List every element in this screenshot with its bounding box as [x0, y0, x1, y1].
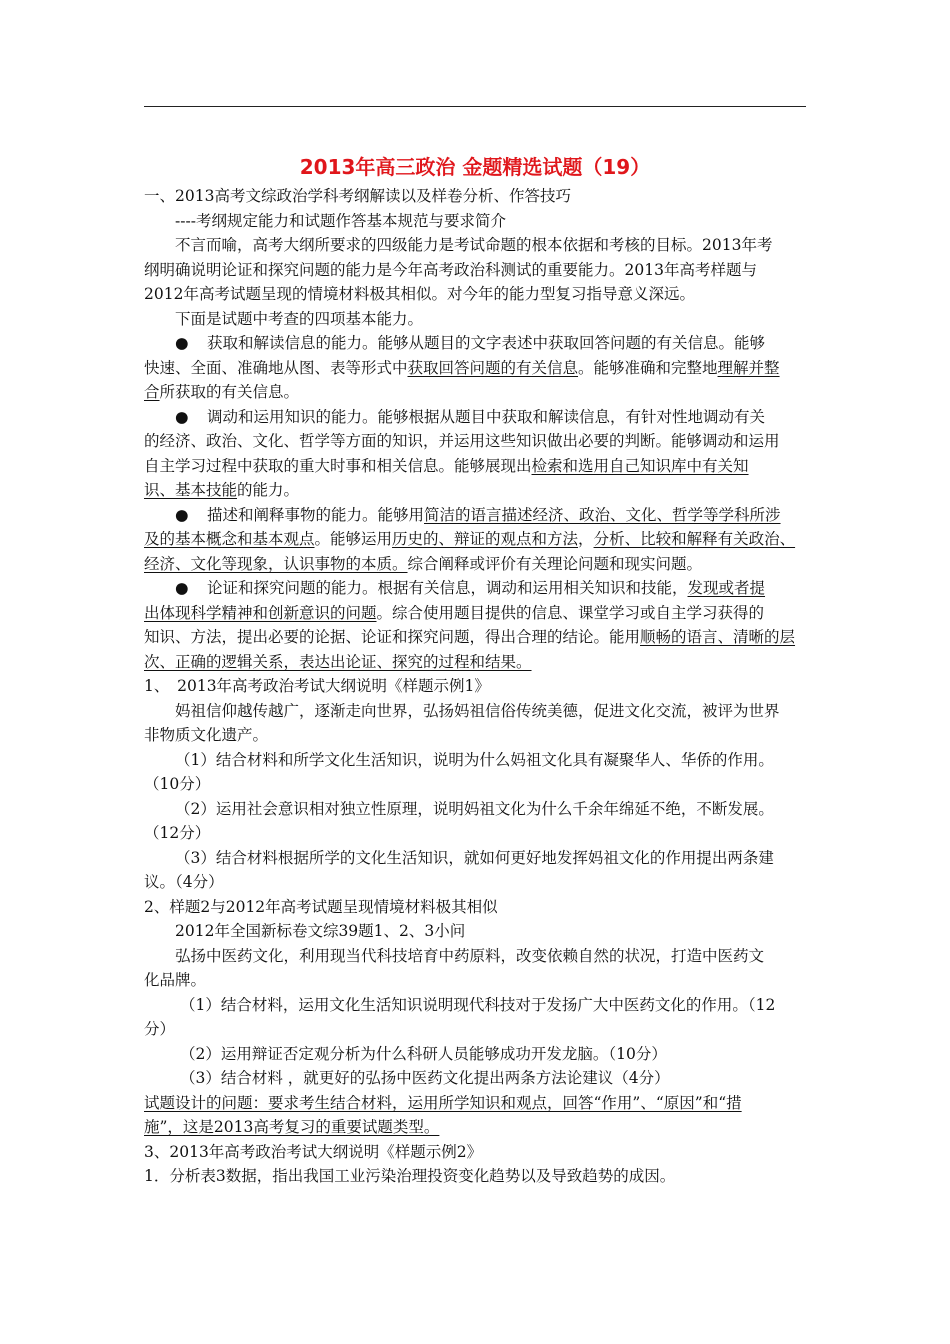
underlined-text: 出体现科学精神和创新意识的问题 [144, 603, 377, 622]
underlined-text: 次、正确的逻辑关系，表达出论证、探究的过程和结果。 [144, 652, 532, 671]
underlined-text: 识、基本技能 [144, 481, 238, 499]
paragraph-line [144, 1091, 806, 1116]
document-page [144, 150, 806, 1189]
page-title: 2013年高三政治 金题精选试题（19） [299, 155, 651, 179]
paragraph-line [144, 1115, 806, 1140]
question-line: （12分） [144, 824, 211, 842]
underlined-text: 发现或者提 [687, 579, 766, 597]
underlined-text: 检索和选用自己知识库中有关知 [531, 456, 749, 475]
bullet-item: ● 调动和运用知识的能力。能够根据从题目中获取和解读信息，有针对性地调动有关 [144, 405, 806, 430]
bullet-icon: ● [175, 505, 189, 524]
underlined-text: 简洁的语言描述经济、政治、文化、哲学等学科所涉 [424, 505, 781, 524]
question-line: （1）结合材料和所学文化生活知识，说明为什么妈祖文化具有凝聚华人、华侨的作用。 [175, 750, 774, 769]
underlined-text: 经济、文化等现象，认识事物的本质。 [144, 554, 408, 573]
paragraph-line: 知识、方法，提出必要的论据、论证和探究问题，得出合理的结论。能用顺畅的语言、清晰的层 [144, 628, 796, 646]
paragraph-line: 妈祖信仰越传越广，逐渐走向世界，弘扬妈祖信俗传统美德，促进文化交流，被评为世界 [175, 701, 780, 720]
question-line: （1）结合材料，运用文化生活知识说明现代科技对于发扬广大中医药文化的作用。（12 [180, 995, 776, 1014]
paragraph-line: 及的基本概念和基本观点。能够运用历史的、辩证的观点和方法，分析、比较和解释有关政治、 [144, 530, 796, 548]
paragraph-line: 的经济、政治、文化、哲学等方面的知识，并运用这些知识做出必要的判断。能够调动和运用 [144, 432, 780, 450]
question-line: 分） [144, 1020, 176, 1038]
header-rule [144, 106, 806, 107]
bullet-icon: ● [175, 407, 189, 426]
paragraph-line: 纲明确说明论证和探究问题的能力是今年高考政治科测试的重要能力。2013年高考样题与 [144, 260, 757, 279]
paragraph-line [144, 650, 806, 675]
paragraph-line: 下面是试题中考查的四项基本能力。 [175, 309, 424, 328]
underlined-text: 及的基本概念和基本观点 [144, 530, 315, 548]
section-subheading: ----考纲规定能力和试题作答基本规范与要求简介 [175, 211, 506, 230]
bullet-item: ● 获取和解读信息的能力。能够从题目的文字表述中获取回答问题的有关信息。能够 [144, 331, 806, 356]
paragraph-line: 2012年全国新标卷文综39题1、2、3小问 [175, 922, 466, 940]
paragraph-line: 化品牌。 [144, 971, 207, 989]
underlined-text: 试题设计的问题：要求考生结合材料，运用所学知识和观点，回答“作用”、“原因”和“措 [144, 1093, 742, 1112]
question-line: （10分） [144, 775, 211, 793]
underlined-text: 分析、比较和解释有关政治、 [593, 530, 796, 548]
paragraph-line: 识、基本技能的能力。 [144, 481, 300, 499]
paragraph-line: 非物质文化遗产。 [144, 726, 269, 744]
bullet-item: ● 论证和探究问题的能力。根据有关信息，调动和运用相关知识和技能，发现或者提 [144, 576, 806, 601]
underlined-text: 获取回答问题的有关信息 [407, 358, 579, 377]
question-line: 议。（4分） [144, 873, 224, 891]
paragraph-line: 弘扬中医药文化，利用现当代科技培育中药原料，改变依赖自然的状况，打造中医药文 [175, 946, 765, 965]
paragraph-line: 出体现科学精神和创新意识的问题。综合使用题目提供的信息、课堂学习或自主学习获得的 [144, 603, 765, 622]
question-line: （3）结合材料根据所学的文化生活知识，就如何更好地发挥妈祖文化的作用提出两条建 [175, 848, 774, 867]
item-heading: 1、 2013年高考政治考试大纲说明《样题示例1》 [144, 677, 490, 695]
underlined-text: 历史的、辩证的观点和方法 [392, 530, 579, 548]
section-heading: 一、2013高考文综政治学科考纲解读以及样卷分析、作答技巧 [144, 187, 571, 205]
item-heading: 2、样题2与2012年高考试题呈现情境材料极其相似 [144, 897, 498, 916]
item-heading: 3、2013年高考政治考试大纲说明《样题示例2》 [144, 1142, 483, 1161]
underlined-text: 顺畅的语言、清晰的层 [640, 628, 796, 646]
underlined-text: 合 [144, 383, 160, 401]
paragraph-line: 自主学习过程中获取的重大时事和相关信息。能够展现出检索和选用自己知识库中有关知 [144, 456, 749, 475]
question-line: （3）结合材料 ，就更好的弘扬中医药文化提出两条方法论建议（4分） [180, 1069, 670, 1087]
bullet-icon: ● [175, 334, 189, 352]
question-line: 1．分析表3数据，指出我国工业污染治理投资变化趋势以及导致趋势的成因。 [144, 1167, 676, 1185]
paragraph-line: 不言而喻，高考大纲所要求的四级能力是考试命题的根本依据和考核的目标。2013年考 [175, 236, 773, 254]
bullet-icon: ● [175, 579, 189, 597]
underlined-text: 理解并整 [717, 358, 780, 377]
bullet-item: ● 描述和阐释事物的能力。能够用简洁的语言描述经济、政治、文化、哲学等学科所涉 [144, 503, 806, 528]
paragraph-line: 合所获取的有关信息。 [144, 383, 300, 401]
underlined-text: 施”，这是2013高考复习的重要试题类型。 [144, 1118, 440, 1136]
question-line: （2）运用社会意识相对独立性原理，说明妈祖文化为什么千余年绵延不绝，不断发展。 [175, 799, 774, 818]
paragraph-line: 经济、文化等现象，认识事物的本质。综合阐释或评价有关理论问题和现实问题。 [144, 554, 703, 573]
question-line: （2）运用辩证否定观分析为什么科研人员能够成功开发龙脑。（10分） [180, 1044, 667, 1063]
paragraph-line: 快速、全面、准确地从图、表等形式中获取回答问题的有关信息。能够准确和完整地理解并整 [144, 358, 780, 377]
paragraph-line: 2012年高考试题呈现的情境材料极其相似。对今年的能力型复习指导意义深远。 [144, 285, 695, 303]
